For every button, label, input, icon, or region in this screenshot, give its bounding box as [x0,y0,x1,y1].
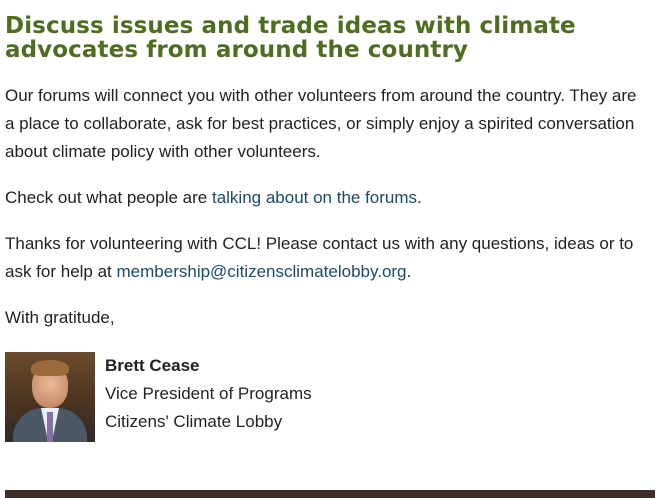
forums-link-suffix: . [417,188,422,207]
thanks-suffix: . [406,262,412,281]
footer-bar [5,490,655,498]
photo-tie [47,412,53,442]
section-heading: Discuss issues and trade ideas with climate advocates from around the country [5,13,576,63]
signature-text [105,352,312,442]
forums-link[interactable]: talking about on the forums [211,188,418,207]
thanks-paragraph [5,230,645,286]
forums-intro-paragraph: Our forums will connect you with other volunteers from around the country. They are a place to collaborate, ask for best practices, or simply enjoy a spirited conversation about climate policy with other volunteers. [5,86,637,161]
photo-hair [31,360,69,376]
email-body [5,13,645,431]
closing-text: With gratitude, [5,308,115,327]
signature-block [5,352,312,442]
signer-photo [5,352,95,442]
signer-org: Citizens' Climate Lobby [105,412,283,431]
thanks-text: Thanks for volunteering with CCL! Please contact us with any questions, ideas or to ask for help at [5,234,634,281]
membership-email-link[interactable]: membership@citizensclimatelobby.org [116,262,407,281]
forums-link-prefix: Check out what people are [5,188,212,207]
signer-name: Brett Cease [105,356,200,375]
forums-link-paragraph [5,184,645,212]
signer-title: Vice President of Programs [105,384,312,403]
